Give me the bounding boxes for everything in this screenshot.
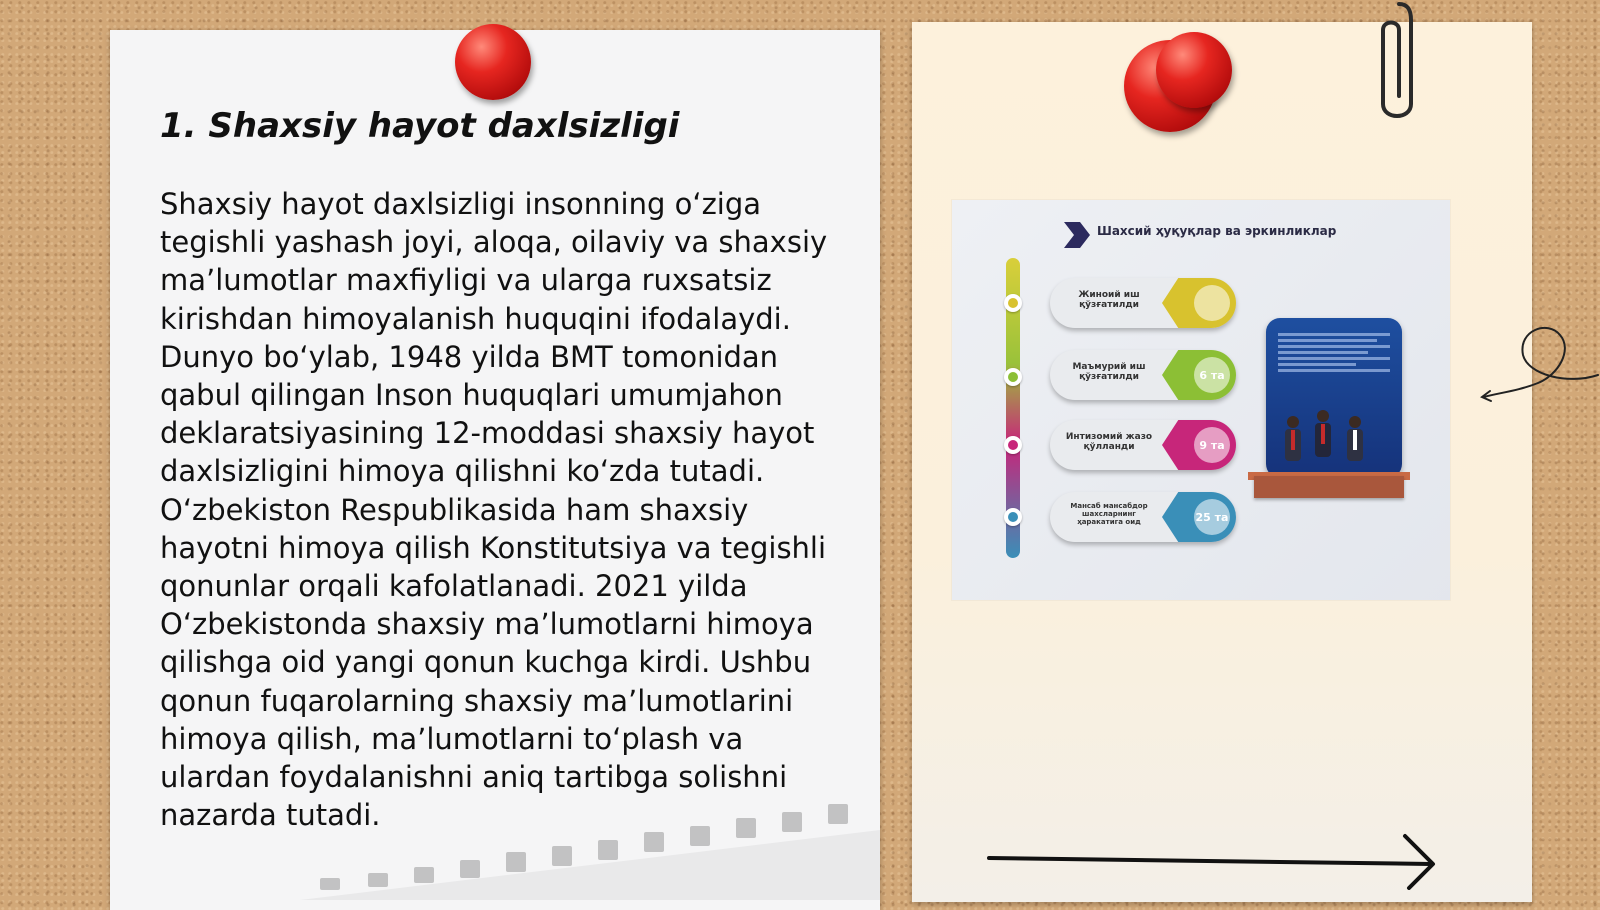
stat-label: Интизомий жазо қўлланди	[1065, 432, 1153, 452]
infographic-header: Шахсий ҳуқуқлар ва эркинликлар	[1097, 224, 1337, 238]
stat-pill	[1050, 492, 1236, 542]
stat-value: 25 та	[1194, 499, 1230, 535]
stat-value	[1194, 285, 1230, 321]
timeline-node	[1004, 508, 1022, 526]
timeline-node	[1004, 368, 1022, 386]
chevron-right-icon	[1062, 220, 1092, 250]
timeline-node	[1004, 294, 1022, 312]
paperclip-icon	[1375, 0, 1415, 130]
infographic-image	[952, 200, 1450, 600]
stat-label: Мансаб мансабдор шахсларнинг ҳаракатига оид	[1070, 502, 1148, 526]
body-paragraph: Shaxsiy hayot daxlsizligi insonning o‘ziga tegishli yashash joyi, aloqa, oilaviy va shaxsiy ma’lumotlar maxfiyligi va ularga ruxsatsiz kirishdan himoyalanish huquqini ifodalaydi. Dunyo bo‘ylab, 1948 yilda BMT tomonidan qabul qilingan Inson huquqlari umumjahon deklaratsiyasining 12-moddasi shaxsiy hayot daxlsizligini himoya qilishni ko‘zda tutadi. O‘zbekiston Respublikasida ham shaxsiy hayotni himoya qilish Konstitutsiya va tegishli qonunlar orqali kafolatlanadi. 2021 yilda O‘zbekistonda shaxsiy ma’lumotlarni himoya qilishga oid yangi qonun kuchga kirdi. Ushbu qonun fuqarolarning shaxsiy ma’lumotlarini himoya qilish, ma’lumotlarni to‘plash va ulardan foydalanishni aniq tartibga solishni nazarda tutadi.	[160, 187, 828, 833]
stat-pill	[1050, 420, 1236, 470]
stat-pill	[1050, 278, 1236, 328]
stat-value: 6 та	[1194, 357, 1230, 393]
swirl-arrow-doodle	[1478, 315, 1600, 415]
podium	[1254, 476, 1404, 498]
stat-value: 9 та	[1194, 427, 1230, 463]
page-title: 1. Shaxsiy hayot daxlsizligi	[160, 106, 680, 146]
person-figure	[1344, 414, 1366, 474]
red-pushpin-right-front	[1156, 32, 1232, 108]
timeline-node	[1004, 436, 1022, 454]
person-figure	[1282, 414, 1304, 474]
stat-label: Маъмурий иш қўзғатилди	[1072, 362, 1146, 382]
red-pushpin-left	[455, 24, 531, 100]
stat-label: Жиноий иш қўзғатилди	[1078, 290, 1140, 310]
stat-pill	[1050, 350, 1236, 400]
blue-card-text	[1278, 330, 1390, 375]
arrow-right-icon	[985, 832, 1447, 890]
person-figure	[1312, 408, 1334, 468]
